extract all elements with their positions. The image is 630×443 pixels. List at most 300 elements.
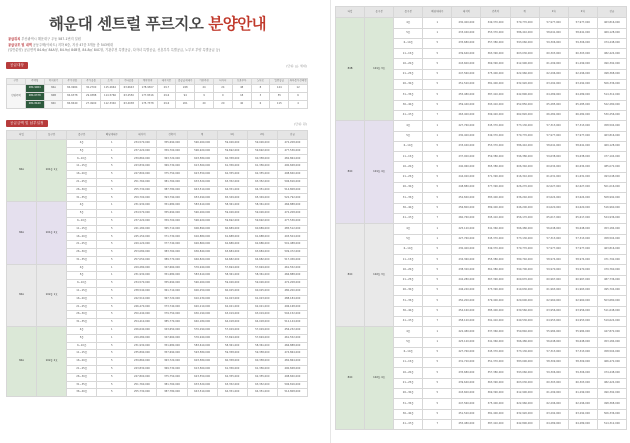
price-cell: 6~10층 — [67, 217, 97, 225]
summary-cell: 12 — [289, 85, 308, 93]
info-text: 공동주택(아파트) 지하 6층, 지상 47층 3개동 총 543세대 — [32, 42, 114, 47]
summary-header: 일반공급 — [270, 79, 289, 85]
price-cell: 239,640,000 — [452, 378, 481, 388]
price-cell: 509,472,000 — [277, 248, 307, 256]
summary-header: 주거공용 — [82, 79, 101, 85]
price-cell: 600,250,000 — [187, 287, 217, 295]
price-cell: 506,336,000 — [597, 80, 626, 90]
price-header: 건축비 — [481, 7, 510, 18]
price-cell: 58,641,000 — [539, 141, 568, 151]
price-cell: 227,760,000 — [452, 234, 481, 244]
price-cell: 616,880,000 — [187, 233, 217, 241]
price-cell: 243,600,000 — [452, 388, 481, 398]
price-cell: 250,200,000 — [452, 296, 481, 306]
type-cell: 84B — [336, 18, 365, 121]
price-cell: 490,848,000 — [277, 365, 307, 373]
price-cell: 41~47층 — [394, 110, 423, 120]
price-cell: 59,358,000 — [247, 350, 277, 358]
price-cell: 64,953,000 — [568, 316, 597, 326]
price-cell: 58,361,000 — [217, 202, 247, 210]
price-cell: 355,690,000 — [157, 139, 187, 147]
price-cell: 258,120,000 — [452, 316, 481, 326]
price-cell: 646,820,000 — [187, 256, 217, 264]
price-cell: 61,356,000 — [247, 163, 277, 171]
price-cell: 341,360,000 — [481, 224, 510, 234]
price-cell: 1 — [423, 337, 452, 347]
price-cell: 1 — [423, 121, 452, 131]
price-cell: 482,864,000 — [277, 155, 307, 163]
price-cell: 590,260,000 — [187, 280, 217, 288]
type-cell: 84C — [336, 224, 365, 327]
price-cell: 623,550,000 — [187, 373, 217, 381]
price-cell: 58,309,000 — [539, 358, 568, 368]
price-cell: 371,390,000 — [481, 172, 510, 182]
price-header: 층구분 — [67, 131, 97, 140]
summary-cell: 4 — [289, 101, 308, 109]
price-cell: 522,792,000 — [277, 194, 307, 202]
price-cell: 58,361,000 — [217, 272, 247, 280]
price-cell: 5 — [423, 100, 452, 110]
price-cell: 503,680,000 — [597, 296, 626, 306]
info-text: (일반분양) 공급면적 84.6㎡ 84A형, 84.9㎡ 84B형, 84.8㎡ 84C형, 기관추천 특별공급, 다자녀 특별공급, 신혼부부 특별공급, 노부모 부양 특별공급 등) — [8, 48, 221, 53]
price-cell: 57,029,000 — [247, 326, 277, 334]
price-cell: 239,860,000 — [127, 358, 157, 366]
price-cell: 230,400,000 — [452, 18, 481, 28]
price-cell: 58,641,000 — [568, 28, 597, 38]
price-header: 대지비 — [452, 7, 481, 18]
price-header: 해당세대수 — [97, 131, 127, 140]
page-title — [0, 12, 315, 34]
price-cell: 1 — [97, 334, 127, 342]
price-cell: 59,026,000 — [247, 209, 277, 217]
price-cell: 229,280,000 — [127, 264, 157, 272]
price-cell: 5 — [423, 409, 452, 419]
price-cell: 586,410,000 — [510, 141, 539, 151]
price-cell: 5 — [97, 365, 127, 373]
price-cell: 59,692,000 — [217, 217, 247, 225]
price-cell: 16~20층 — [67, 358, 97, 366]
price-cell: 490,392,000 — [597, 388, 626, 398]
price-cell: 5층 — [394, 337, 423, 347]
price-cell: 64,018,000 — [217, 319, 247, 327]
price-cell: 251,520,000 — [452, 409, 481, 419]
price-cell: 58,974,000 — [568, 255, 597, 265]
price-cell: 57,694,000 — [247, 264, 277, 272]
price-cell: 59,638,000 — [539, 152, 568, 162]
right-page — [330, 0, 630, 443]
summary-header: 총공급세대수 — [176, 79, 195, 85]
price-cell: 5 — [423, 255, 452, 265]
price-cell: 626,270,000 — [510, 183, 539, 193]
price-cell: 472,208,000 — [277, 209, 307, 217]
summary-cell: 6 — [251, 101, 270, 109]
price-cell: 359,700,000 — [157, 147, 187, 155]
price-cell: 487,736,000 — [597, 275, 626, 285]
price-cell: 36~40층 — [394, 409, 423, 419]
price-cell: 589,740,000 — [510, 255, 539, 265]
price-cell: 26~30층 — [67, 248, 97, 256]
price-cell: 447,872,000 — [597, 327, 626, 337]
summary-short: 84C — [44, 101, 63, 109]
price-cell: 61,023,000 — [217, 295, 247, 303]
price-cell: 57,977,000 — [539, 18, 568, 28]
price-cell: 247,800,000 — [127, 170, 157, 178]
price-cell: 56,648,000 — [539, 224, 568, 234]
price-cell: 21~25층 — [67, 365, 97, 373]
price-cell: 5층 — [67, 147, 97, 155]
price-cell: 632,920,000 — [510, 80, 539, 90]
price-cell: 389,770,000 — [157, 256, 187, 264]
summary-cell: 48 — [232, 85, 251, 93]
price-header: 잔금 — [597, 7, 626, 18]
price-cell: 5 — [97, 225, 127, 233]
summary-row — [7, 101, 308, 109]
price-cell: 643,510,000 — [187, 389, 217, 397]
price-cell: 231,930,000 — [127, 202, 157, 210]
price-cell: 590,260,000 — [187, 209, 217, 217]
price-cell: 482,864,000 — [277, 358, 307, 366]
price-cell: 345,370,000 — [481, 234, 510, 244]
price-cell: 466,472,000 — [597, 358, 626, 368]
price-cell: 612,990,000 — [510, 59, 539, 69]
price-cell: 234,570,000 — [127, 209, 157, 217]
price-cell: 656,170,000 — [510, 213, 539, 223]
price-cell: 652,850,000 — [510, 100, 539, 110]
price-cell: 375,400,000 — [481, 69, 510, 79]
price-cell: 357,380,000 — [481, 368, 510, 378]
price-cell: 56,648,000 — [568, 224, 597, 234]
price-header: 층구분 — [394, 7, 423, 18]
price-cell: 566,480,000 — [510, 224, 539, 234]
price-cell: 458,504,000 — [597, 234, 626, 244]
price-cell: 387,780,000 — [157, 389, 187, 397]
price-row — [7, 139, 308, 147]
price-cell: 4층 — [394, 224, 423, 234]
summary-cell: 114.5766 — [101, 93, 120, 101]
price-cell: 60,358,000 — [247, 155, 277, 163]
price-cell: 59,306,000 — [539, 368, 568, 378]
price-cell: 237,000,000 — [452, 152, 481, 162]
price-cell: 1 — [97, 202, 127, 210]
price-cell: 387,780,000 — [157, 186, 187, 194]
price-cell: 5 — [423, 203, 452, 213]
price-cell: 493,048,000 — [597, 172, 626, 182]
summary-row — [7, 93, 308, 101]
price-cell: 21~25층 — [67, 241, 97, 249]
price-cell: 243,830,000 — [127, 163, 157, 171]
price-cell: 41~47층 — [394, 316, 423, 326]
price-cell: 64,351,000 — [247, 186, 277, 194]
price-cell: 355,380,000 — [481, 255, 510, 265]
price-cell: 58,361,000 — [247, 342, 277, 350]
price-cell: 474,448,000 — [597, 368, 626, 378]
price-cell: 573,130,000 — [510, 234, 539, 244]
price-cell: 5 — [97, 194, 127, 202]
price-cell: 57,977,000 — [568, 244, 597, 254]
price-cell: 11~15층 — [394, 49, 423, 59]
summary-table — [6, 78, 308, 109]
price-cell: 5 — [97, 342, 127, 350]
price-cell: 63,352,000 — [217, 381, 247, 389]
price-cell: 616,310,000 — [510, 172, 539, 182]
price-cell: 59,026,000 — [217, 209, 247, 217]
price-cell: 5 — [97, 256, 127, 264]
summary-header: 소계 — [101, 79, 120, 85]
price-cell: 482,424,000 — [597, 378, 626, 388]
price-cell: 16~20층 — [394, 59, 423, 69]
dong-cell: 101동 1호 — [37, 139, 67, 201]
price-cell: 7 — [423, 110, 452, 120]
price-cell: 369,730,000 — [157, 163, 187, 171]
price-cell: 357,380,000 — [481, 38, 510, 48]
price-cell: 5 — [97, 155, 127, 163]
price-cell: 367,720,000 — [157, 295, 187, 303]
price-cell: 5 — [97, 319, 127, 327]
summary-type: 084.8440 — [25, 101, 44, 109]
price-cell: 469,128,000 — [597, 28, 626, 38]
price-cell: 57,694,000 — [217, 334, 247, 342]
price-cell: 363,720,000 — [157, 358, 187, 366]
price-cell: 60,967,000 — [539, 275, 568, 285]
price-cell: 64,351,000 — [247, 389, 277, 397]
price-cell: 495,704,000 — [597, 286, 626, 296]
price-cell: 381,400,000 — [481, 80, 510, 90]
price-cell: 341,360,000 — [481, 337, 510, 347]
price-row — [336, 18, 627, 28]
price-row — [7, 202, 308, 210]
price-cell: 31~35층 — [394, 399, 423, 409]
price-cell: 5 — [97, 233, 127, 241]
price-cell: 1 — [423, 18, 452, 28]
price-cell: 5 — [423, 388, 452, 398]
summary-header: 주거전용 — [63, 79, 82, 85]
summary-cell: 201 — [176, 101, 195, 109]
price-cell: 63,352,000 — [217, 178, 247, 186]
price-cell: 383,760,000 — [157, 248, 187, 256]
price-cell: 64,351,000 — [217, 389, 247, 397]
price-cell: 385,400,000 — [481, 306, 510, 316]
price-cell: 62,021,000 — [247, 303, 277, 311]
price-cell: 63,019,000 — [217, 311, 247, 319]
price-cell: 498,840,000 — [277, 170, 307, 178]
price-cell: 21~25층 — [67, 178, 97, 186]
price-cell: 5 — [423, 347, 452, 357]
type-cell: 84C — [336, 327, 365, 430]
price-cell: 222,480,000 — [452, 327, 481, 337]
summary-header: 신혼부부 — [232, 79, 251, 85]
price-header: 해당세대수 — [423, 7, 452, 18]
price-cell: 5 — [423, 193, 452, 203]
price-cell: 493,504,000 — [277, 233, 307, 241]
price-cell: 36~40층 — [394, 100, 423, 110]
price-cell: 59,970,000 — [568, 265, 597, 275]
price-cell: 31~35층 — [394, 193, 423, 203]
summary-cell: 6 — [289, 93, 308, 101]
price-cell: 5 — [97, 241, 127, 249]
price-cell: 61,631,000 — [568, 172, 597, 182]
price-cell: 1 — [423, 131, 452, 141]
price-cell: 485,512,000 — [277, 225, 307, 233]
price-header: 잔금 — [277, 131, 307, 140]
price-cell: 5 — [423, 69, 452, 79]
price-header: 대지비 — [127, 131, 157, 140]
price-cell: 477,536,000 — [277, 147, 307, 155]
price-cell: 458,504,000 — [597, 347, 626, 357]
price-cell: 646,200,000 — [510, 203, 539, 213]
price-cell: 255,730,000 — [127, 389, 157, 397]
price-cell: 231,720,000 — [452, 358, 481, 368]
price-cell: 57,977,000 — [539, 131, 568, 141]
price-cell: 260,760,000 — [452, 213, 481, 223]
price-cell: 490,392,000 — [597, 59, 626, 69]
price-cell: 488,184,000 — [277, 295, 307, 303]
summary-cell: 40 — [232, 101, 251, 109]
price-cell: 377,740,000 — [157, 241, 187, 249]
price-cell: 4층 — [394, 327, 423, 337]
price-cell: 5층 — [394, 131, 423, 141]
price-cell: 57,313,000 — [539, 347, 568, 357]
price-cell: 57,694,000 — [247, 334, 277, 342]
price-cell: 57,313,000 — [568, 347, 597, 357]
info-line — [8, 48, 308, 54]
price-cell: 6~10층 — [67, 342, 97, 350]
price-cell: 5 — [97, 170, 127, 178]
price-cell: 649,530,000 — [510, 316, 539, 326]
price-cell: 586,410,000 — [510, 28, 539, 38]
price-cell: 247,560,000 — [452, 399, 481, 409]
price-cell: 41~47층 — [394, 419, 423, 429]
price-cell: 351,370,000 — [481, 358, 510, 368]
price-cell: 64,953,000 — [539, 316, 568, 326]
price-cell: 5 — [97, 389, 127, 397]
summary-cell: 63.4038 — [119, 101, 138, 109]
price-cell: 26~30층 — [67, 186, 97, 194]
price-cell: 453,184,000 — [597, 337, 626, 347]
summary-cell: 24 — [213, 85, 232, 93]
summary-cell: 84.6378 — [63, 93, 82, 101]
price-cell: 58,361,000 — [247, 202, 277, 210]
dong-cell: 101동 4호 — [365, 121, 394, 224]
price-cell: 596,920,000 — [187, 217, 217, 225]
price-cell: 65,285,000 — [539, 100, 568, 110]
price-cell: 229,280,000 — [127, 334, 157, 342]
summary-cell: 24 — [195, 85, 214, 93]
price-cell: 642,890,000 — [510, 419, 539, 429]
price-cell: 63,292,000 — [568, 409, 597, 419]
price-cell: 64,620,000 — [568, 203, 597, 213]
price-header: 2차 — [568, 7, 597, 18]
price-cell: 458,504,000 — [597, 121, 626, 131]
price-cell: 257,050,000 — [127, 256, 157, 264]
price-cell: 61,688,000 — [247, 233, 277, 241]
price-cell: 16~20층 — [394, 265, 423, 275]
price-cell: 263,400,000 — [452, 110, 481, 120]
price-cell: 496,168,000 — [277, 303, 307, 311]
price-cell: 5층 — [394, 234, 423, 244]
price-cell: 62,296,000 — [568, 69, 597, 79]
price-cell: 235,680,000 — [452, 38, 481, 48]
price-cell: 58,641,000 — [539, 28, 568, 38]
price-cell: 516,960,000 — [597, 203, 626, 213]
summary-type: 084.9964 — [25, 85, 44, 93]
price-cell: 7 — [423, 419, 452, 429]
price-cell: 59,026,000 — [247, 139, 277, 147]
price-cell: 249,120,000 — [127, 241, 157, 249]
price-cell: 393,790,000 — [157, 194, 187, 202]
price-cell: 511,648,000 — [597, 306, 626, 316]
price-cell: 471,792,000 — [597, 255, 626, 265]
price-cell: 501,016,000 — [597, 183, 626, 193]
price-cell: 57,313,000 — [568, 234, 597, 244]
price-cell: 16~20층 — [67, 170, 97, 178]
price-cell: 633,520,000 — [187, 178, 217, 186]
price-cell: 5 — [423, 286, 452, 296]
price-cell: 5 — [423, 378, 452, 388]
dong-cell: 101동 2호 — [37, 202, 67, 264]
price-cell: 1 — [97, 139, 127, 147]
price-cell: 498,368,000 — [597, 69, 626, 79]
price-cell: 466,888,000 — [277, 342, 307, 350]
price-cell: 482,424,000 — [597, 49, 626, 59]
price-cell: 255,730,000 — [127, 186, 157, 194]
price-cell: 60,634,000 — [539, 162, 568, 172]
price-cell: 59,692,000 — [247, 147, 277, 155]
price-cell: 64,289,000 — [568, 90, 597, 100]
price-cell: 463,816,000 — [597, 18, 626, 28]
price-cell: 632,920,000 — [510, 409, 539, 419]
price-cell: 636,240,000 — [510, 193, 539, 203]
price-cell: 244,920,000 — [452, 172, 481, 182]
price-cell: 63,292,000 — [539, 80, 568, 90]
section-tag-price: 공급금액 및 납부일정 — [6, 120, 48, 127]
price-cell: 59,358,000 — [217, 350, 247, 358]
price-cell: 63,352,000 — [247, 178, 277, 186]
summary-cell: 20 — [195, 101, 214, 109]
price-cell: 351,680,000 — [157, 272, 187, 280]
price-cell: 606,340,000 — [510, 162, 539, 172]
price-cell: 61,688,000 — [217, 233, 247, 241]
price-cell: 477,104,000 — [597, 152, 626, 162]
price-cell: 514,808,000 — [277, 186, 307, 194]
price-cell: 64,620,000 — [539, 203, 568, 213]
price-cell: 381,760,000 — [157, 178, 187, 186]
price-cell: 477,536,000 — [277, 217, 307, 225]
price-cell: 64,351,000 — [217, 186, 247, 194]
price-cell: 254,160,000 — [452, 306, 481, 316]
summary-cell: 8 — [251, 85, 270, 93]
info-label: 공급위치 — [8, 37, 21, 41]
price-cell: 345,370,000 — [481, 347, 510, 357]
price-cell: 58,361,000 — [217, 342, 247, 350]
summary-cell: 84.9964 — [63, 85, 82, 93]
price-cell: 58,361,000 — [247, 272, 277, 280]
price-cell: 596,380,000 — [510, 152, 539, 162]
summary-cell: 29.9388 — [82, 93, 101, 101]
price-cell: 5 — [423, 49, 452, 59]
price-cell: 609,670,000 — [510, 275, 539, 285]
price-cell: 337,360,000 — [481, 327, 510, 337]
price-cell: 58,309,000 — [568, 358, 597, 368]
price-cell: 519,624,000 — [597, 316, 626, 326]
price-cell: 64,018,000 — [247, 319, 277, 327]
price-cell: 243,830,000 — [127, 365, 157, 373]
price-cell: 469,128,000 — [597, 141, 626, 151]
price-cell: 57,694,000 — [217, 264, 247, 272]
price-cell: 60,358,000 — [217, 358, 247, 366]
price-cell: 239,640,000 — [452, 49, 481, 59]
summary-header: 기관추천 — [195, 79, 214, 85]
price-cell: 5층 — [394, 28, 423, 38]
